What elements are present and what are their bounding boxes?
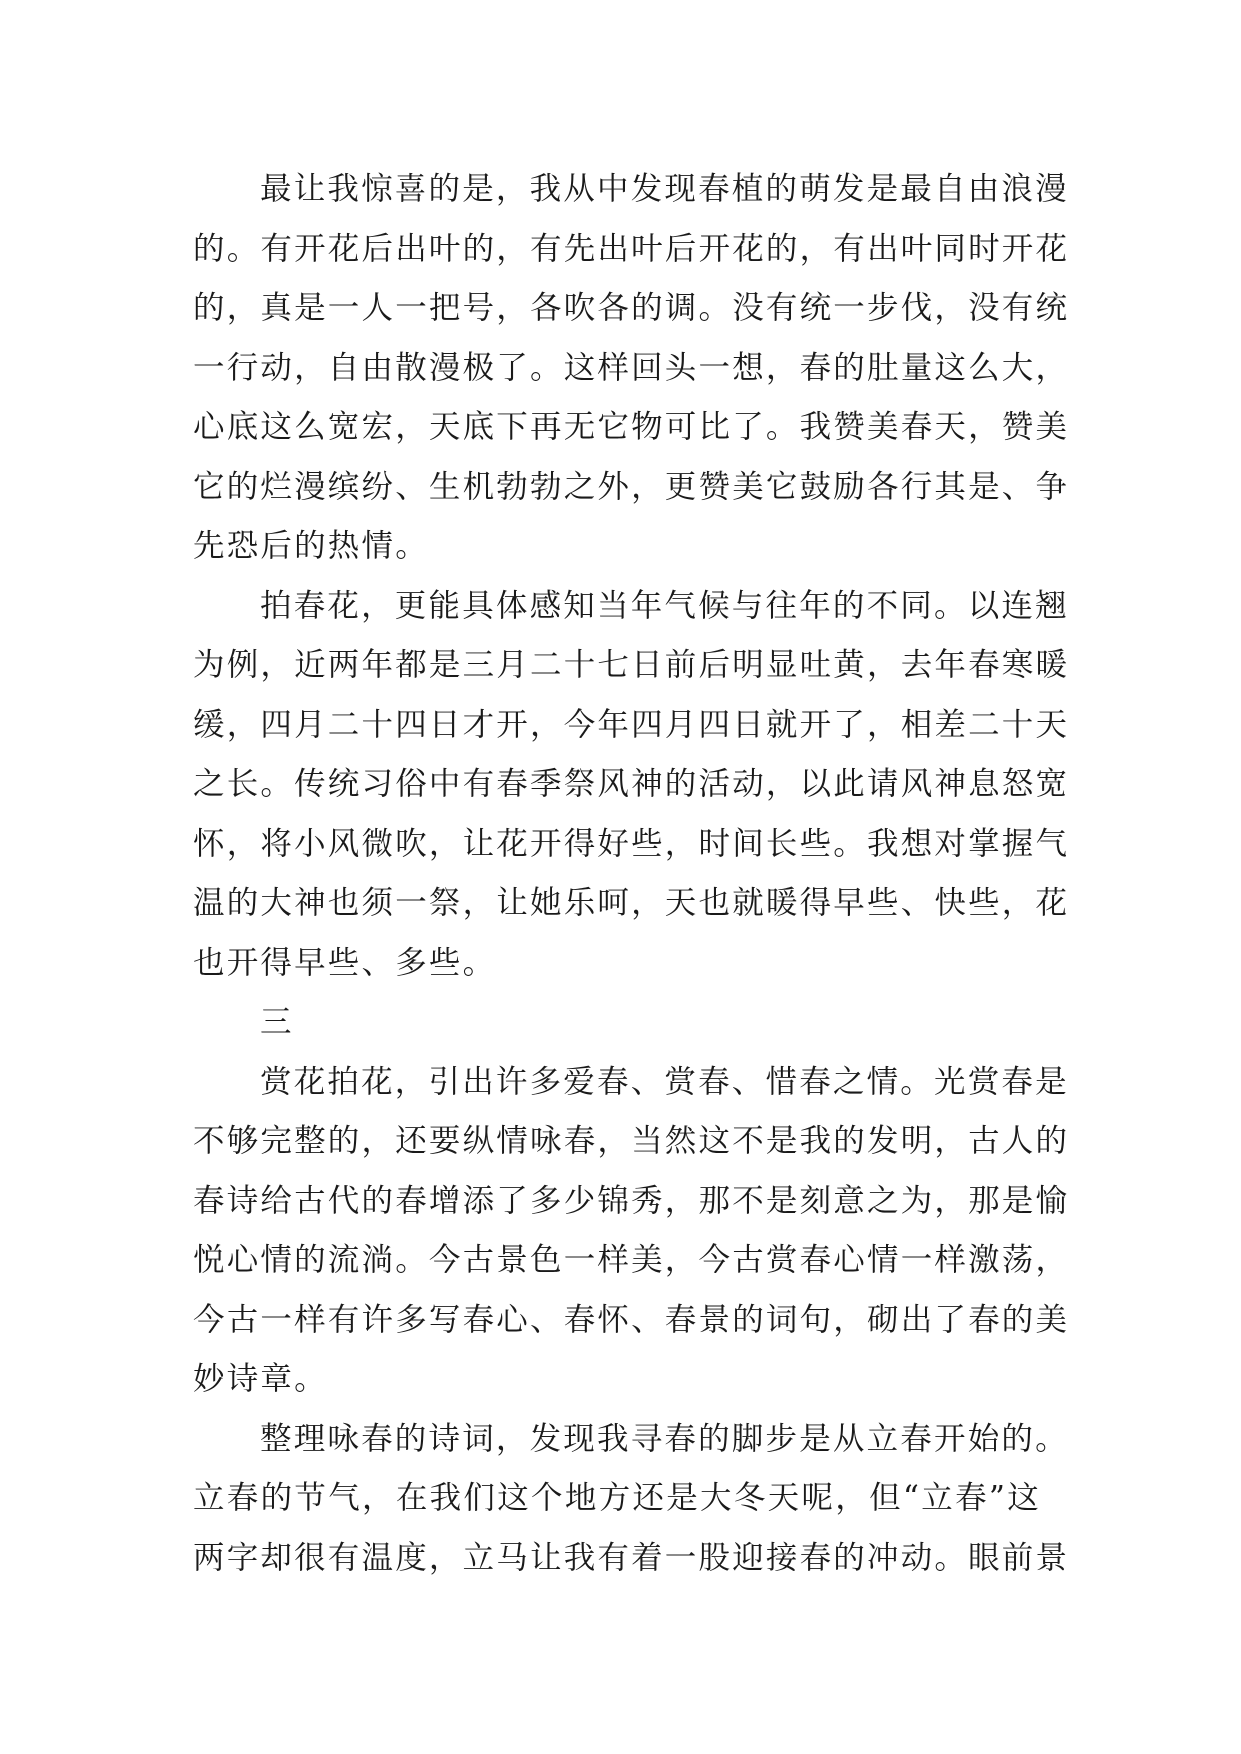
text-line: 它的烂漫缤纷、生机勃勃之外，更赞美它鼓励各行其是、争	[193, 468, 1070, 505]
paragraph	[193, 1410, 1070, 1589]
paragraph	[193, 993, 1041, 1053]
paragraph	[193, 577, 1070, 994]
body-text	[193, 160, 1070, 1588]
text-line: 三	[260, 1004, 294, 1040]
text-line: 赏花拍花，引出许多爱春、赏春、惜春之情。光赏春是	[260, 1063, 1069, 1100]
text-line: 最让我惊喜的是，我从中发现春植的萌发是最自由浪漫	[260, 171, 1069, 207]
text-line: 为例，近两年都是三月二十七日前后明显吐黄，去年春寒暖	[193, 647, 1070, 683]
text-line: 怀，将小风微吹，让花开得好些，时间长些。我想对掌握气	[193, 825, 1070, 862]
text-line: 拍春花，更能具体感知当年气候与往年的不同。以连翘	[260, 587, 1069, 624]
text-line: 今古一样有许多写春心、春怀、春景的词句，砌出了春的美	[193, 1301, 1070, 1338]
text-line: 之长。传统习俗中有春季祭风神的活动，以此请风神息怒宽	[193, 766, 1070, 802]
text-line: 心底这么宽宏，天底下再无它物可比了。我赞美春天，赞美	[193, 409, 1070, 445]
text-line: 的。有开花后出叶的，有先出叶后开花的，有出叶同时开花	[193, 230, 1070, 267]
text-line: 悦心情的流淌。今古景色一样美，今古赏春心情一样激荡，	[193, 1242, 1070, 1278]
text-line: 温的大神也须一祭，让她乐呵，天也就暖得早些、快些，花	[193, 885, 1070, 921]
text-line: 的，真是一人一把号，各吹各的调。没有统一步伐，没有统	[193, 290, 1070, 326]
text-line: 两字却很有温度，立马让我有着一股迎接春的冲动。眼前景	[193, 1539, 1070, 1576]
paragraph	[193, 160, 1070, 577]
text-line: 妙诗章。	[193, 1361, 328, 1397]
text-line: 缓，四月二十四日才开，今年四月四日就开了，相差二十天	[193, 706, 1070, 743]
text-line: 一行动，自由散漫极了。这样回头一想，春的肚量这么大，	[193, 349, 1070, 386]
text-line: 整理咏春的诗词，发现我寻春的脚步是从立春开始的。	[260, 1420, 1069, 1457]
text-line: 春诗给古代的春增添了多少锦秀，那不是刻意之为，那是愉	[193, 1182, 1070, 1219]
text-line: 先恐后的热情。	[193, 528, 429, 564]
text-line: 立春的节气，在我们这个地方还是大冬天呢，但“立春”这	[193, 1480, 1041, 1516]
paragraph	[193, 1053, 1070, 1410]
text-line: 也开得早些、多些。	[193, 944, 497, 981]
text-line: 不够完整的，还要纵情咏春，当然这不是我的发明，古人的	[193, 1123, 1070, 1159]
